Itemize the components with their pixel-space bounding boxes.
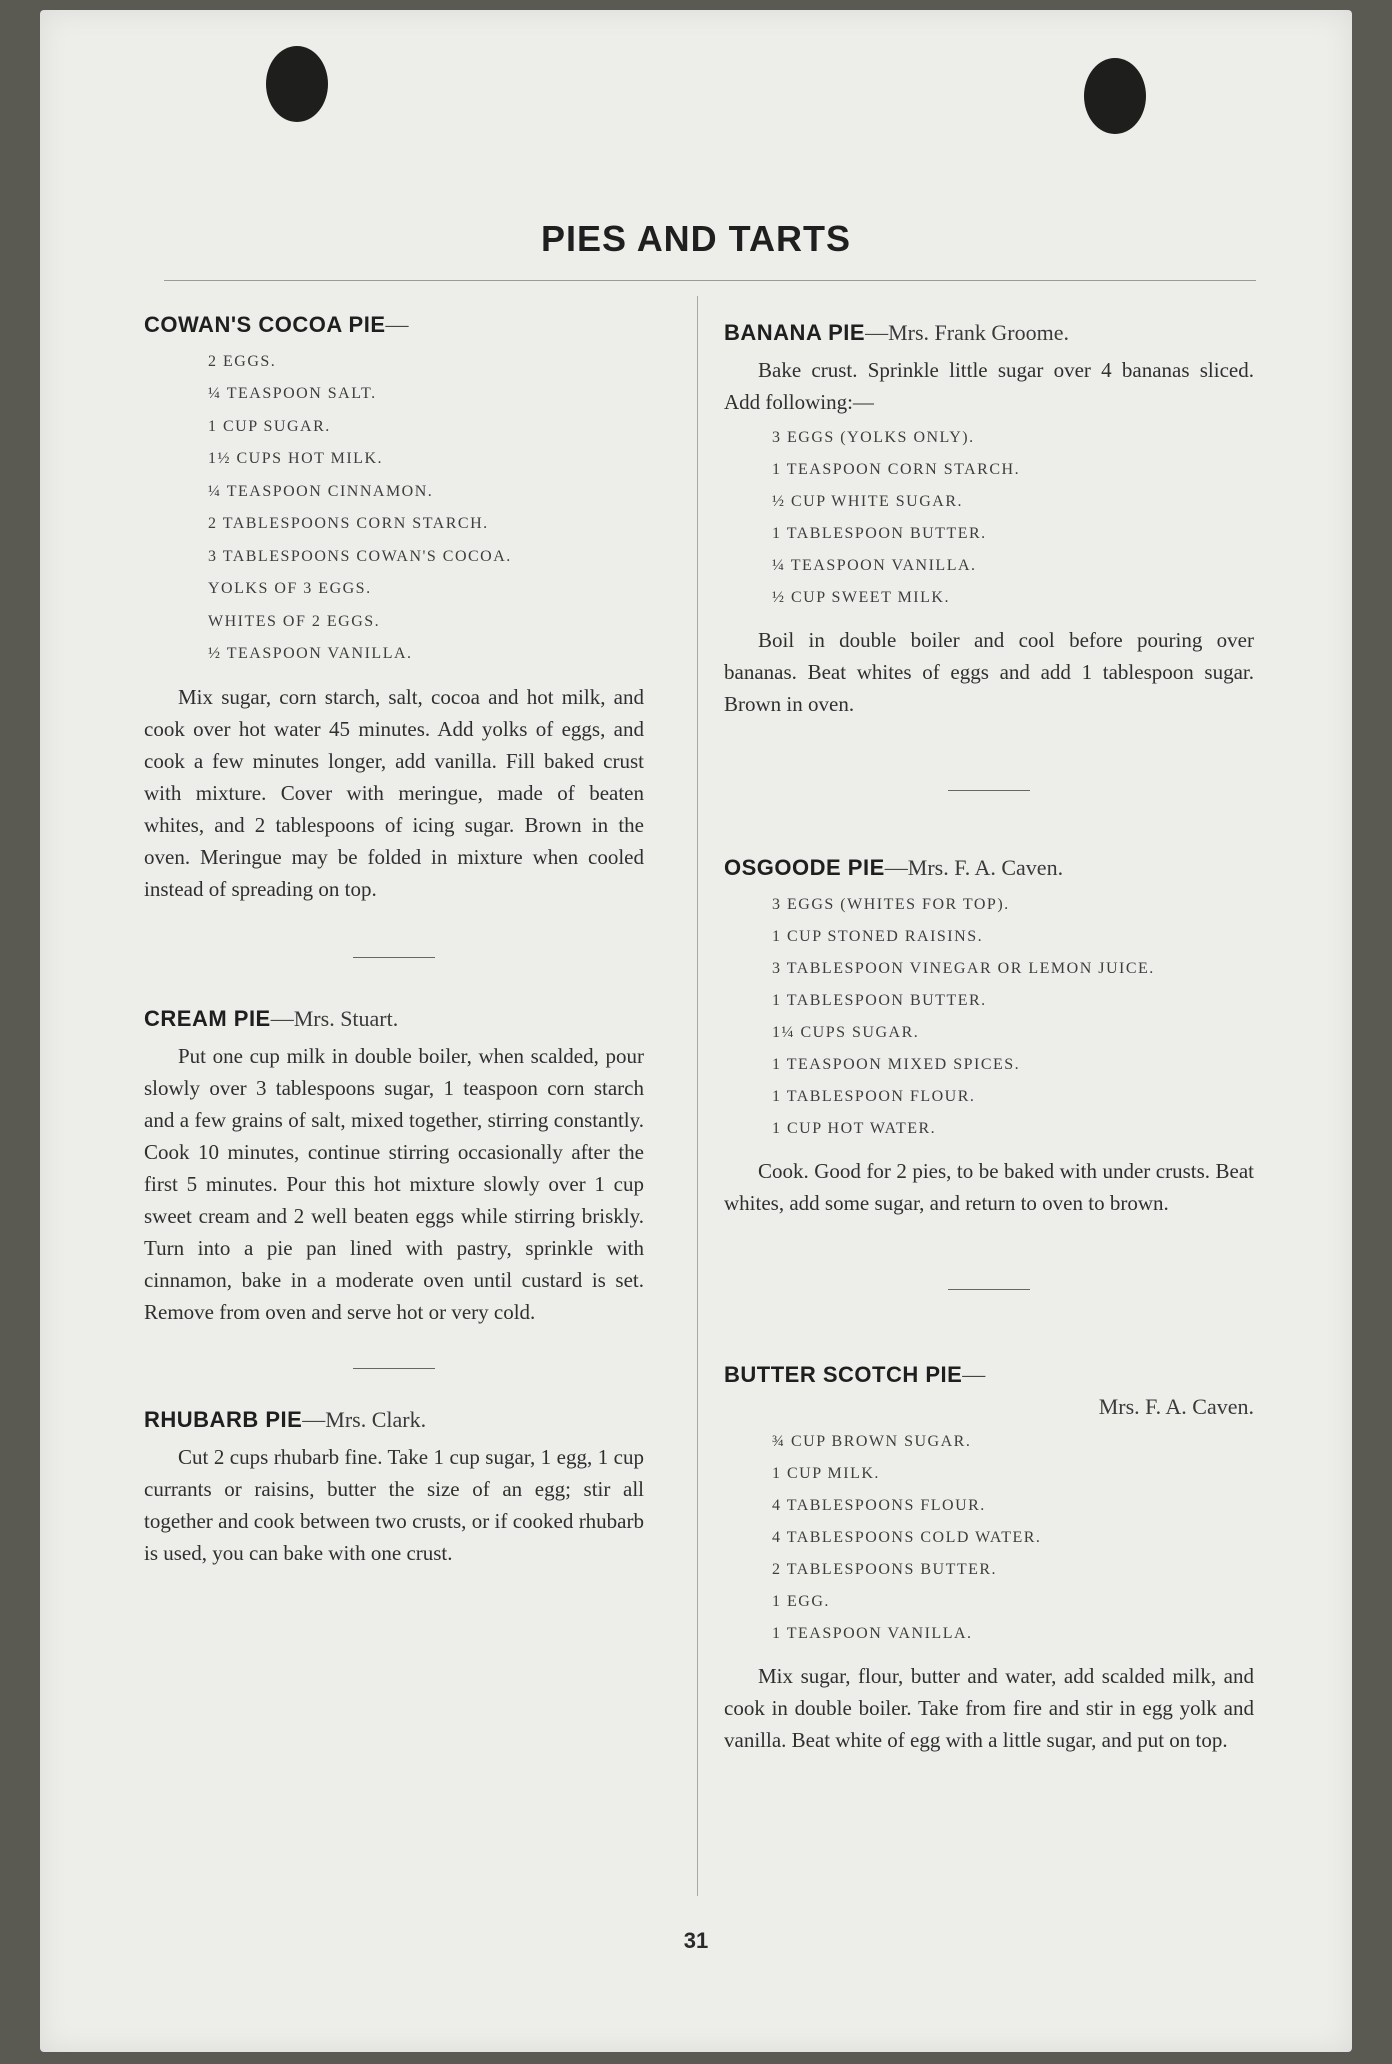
- recipe-cowans-cocoa-pie: [144, 310, 644, 905]
- recipe-author: Mrs. Clark.: [325, 1406, 427, 1432]
- heading-dash: —: [270, 1005, 294, 1031]
- recipe-rhubarb-pie: [144, 1405, 644, 1569]
- recipe-name: CREAM PIE: [144, 1005, 271, 1031]
- heading-dash: —: [962, 1361, 986, 1387]
- heading-dash: —: [302, 1406, 326, 1432]
- ingredient-item: 1¼ CUPS SUGAR.: [772, 1023, 920, 1041]
- ingredient-item: 2 EGGS.: [208, 352, 277, 370]
- cookbook-page: [40, 10, 1352, 2052]
- recipe-separator: [948, 790, 1030, 791]
- ingredient-item: 4 TABLESPOONS COLD WATER.: [772, 1528, 1042, 1546]
- ingredient-item: ½ CUP WHITE SUGAR.: [772, 492, 964, 510]
- title-rule: [164, 280, 1256, 281]
- ingredient-item: 1 TABLESPOON FLOUR.: [772, 1087, 976, 1105]
- recipe-method: Cut 2 cups rhubarb fine. Take 1 cup sugar, 1 egg, 1 cup currants or raisins, butter the size of an egg; stir all together and cook between two crusts, or if cooked rhubarb is used, you can bake with one crust.: [144, 1444, 644, 1565]
- recipe-heading: [144, 310, 644, 340]
- ingredient-item: 1½ CUPS HOT MILK.: [208, 450, 383, 468]
- recipe-name: COWAN'S COCOA PIE: [144, 312, 386, 337]
- recipe-heading: [144, 1004, 644, 1034]
- ingredient-item: 2 TABLESPOONS BUTTER.: [772, 1560, 998, 1578]
- right-column: [724, 318, 1254, 1756]
- ingredient-item: 1 CUP HOT WATER.: [772, 1119, 937, 1137]
- recipe-heading: [724, 1360, 1254, 1390]
- heading-dash: —: [385, 312, 409, 337]
- ingredient-item: YOLKS OF 3 EGGS.: [208, 580, 372, 598]
- ingredient-list: [208, 346, 644, 671]
- recipe-author: Mrs. F. A. Caven.: [1098, 1393, 1254, 1419]
- ingredient-item: ¼ TEASPOON CINNAMON.: [208, 482, 434, 500]
- recipe-heading: [724, 318, 1254, 348]
- recipe-method: Cook. Good for 2 pies, to be baked with under crusts. Beat whites, add some sugar, and return to oven to brown.: [724, 1158, 1254, 1215]
- ingredient-item: ½ CUP SWEET MILK.: [772, 588, 950, 606]
- ingredient-list: [772, 1426, 1254, 1650]
- heading-dash: —: [865, 320, 889, 345]
- binder-hole-left: [266, 46, 328, 122]
- recipe-cream-pie: [144, 1004, 644, 1328]
- recipe-separator: [353, 1368, 435, 1369]
- ingredient-item: ¾ CUP BROWN SUGAR.: [772, 1432, 972, 1450]
- recipe-butter-scotch-pie: [724, 1360, 1254, 1756]
- recipe-name: RHUBARB PIE: [144, 1406, 303, 1432]
- ingredient-item: 3 EGGS (YOLKS ONLY).: [772, 428, 975, 446]
- ingredient-item: 1 TEASPOON CORN STARCH.: [772, 460, 1021, 478]
- recipe-method: Mix sugar, corn starch, salt, cocoa and hot milk, and cook over hot water 45 minutes. Add yolks of eggs, and cook a few minutes longer, add vanilla. Fill baked crust with mixture. Cover with meringue, made of beaten whites, and 2 tablespoons of icing sugar. Brown in the oven. Meringue may be folded in mixture when cooled instead of spreading on top.: [144, 684, 644, 901]
- recipe-name: OSGOODE PIE: [724, 854, 885, 880]
- ingredient-item: 2 TABLESPOONS CORN STARCH.: [208, 515, 489, 533]
- recipe-osgoode-pie: [724, 853, 1254, 1219]
- recipe-banana-pie: [724, 318, 1254, 720]
- ingredient-item: ½ TEASPOON VANILLA.: [208, 645, 413, 663]
- heading-dash: —: [884, 854, 908, 880]
- ingredient-item: 1 TABLESPOON BUTTER.: [772, 991, 987, 1009]
- recipe-author: Mrs. Stuart.: [293, 1005, 399, 1031]
- ingredient-item: 3 TABLESPOON VINEGAR OR LEMON JUICE.: [772, 959, 1155, 977]
- ingredient-item: 4 TABLESPOONS FLOUR.: [772, 1496, 986, 1514]
- ingredient-item: 1 CUP SUGAR.: [208, 417, 331, 435]
- column-divider: [697, 296, 698, 1896]
- recipe-author: Mrs. Frank Groome.: [888, 320, 1069, 345]
- recipe-heading: [724, 853, 1254, 883]
- ingredient-item: ¼ TEASPOON VANILLA.: [772, 556, 977, 574]
- recipe-separator: [353, 957, 435, 958]
- ingredient-item: 1 CUP MILK.: [772, 1464, 880, 1482]
- recipe-name: BUTTER SCOTCH PIE: [724, 1361, 963, 1387]
- ingredient-item: 1 TABLESPOON BUTTER.: [772, 524, 987, 542]
- recipe-method: Boil in double boiler and cool before pouring over bananas. Beat whites of eggs and add 1 tablespoon sugar. Brown in oven.: [724, 627, 1254, 716]
- ingredient-item: WHITES OF 2 EGGS.: [208, 612, 381, 630]
- recipe-method: Put one cup milk in double boiler, when scalded, pour slowly over 3 tablespoons sugar, 1 teaspoon corn starch and a few grains of salt, mixed together, stirring constantly. Cook 10 minutes, continue stirring occasionally after the first 5 minutes. Pour this hot mixture slowly over 1 cup sweet cream and 2 well beaten eggs while stirring briskly. Turn into a pie pan lined with pastry, sprinkle with cinnamon, bake in a moderate oven until custard is set. Remove from oven and serve hot or very cold.: [144, 1043, 644, 1324]
- ingredient-list: [772, 889, 1254, 1145]
- recipe-intro: Bake crust. Sprinkle little sugar over 4 bananas sliced. Add following:—: [724, 357, 1254, 414]
- ingredient-item: 1 CUP STONED RAISINS.: [772, 927, 984, 945]
- ingredient-item: 1 EGG.: [772, 1592, 830, 1610]
- page-title: PIES AND TARTS: [540, 218, 851, 259]
- ingredient-list: [772, 422, 1254, 614]
- binder-hole-right: [1084, 58, 1146, 134]
- recipe-author: Mrs. F. A. Caven.: [907, 854, 1064, 880]
- page-number: 31: [683, 1928, 709, 1953]
- recipe-method: Mix sugar, flour, butter and water, add scalded milk, and cook in double boiler. Take from fire and stir in egg yolk and vanilla. Beat white of egg with a little sugar, and put on top.: [724, 1663, 1254, 1752]
- ingredient-item: 3 TABLESPOONS COWAN'S COCOA.: [208, 547, 512, 565]
- recipe-name: BANANA PIE: [724, 320, 866, 345]
- ingredient-item: 3 EGGS (WHITES FOR TOP).: [772, 895, 1010, 913]
- recipe-heading: [144, 1405, 644, 1435]
- ingredient-item: 1 TEASPOON VANILLA.: [772, 1624, 973, 1642]
- left-column: [144, 310, 644, 1569]
- ingredient-item: ¼ TEASPOON SALT.: [208, 385, 377, 403]
- ingredient-item: 1 TEASPOON MIXED SPICES.: [772, 1055, 1021, 1073]
- recipe-separator: [948, 1289, 1030, 1290]
